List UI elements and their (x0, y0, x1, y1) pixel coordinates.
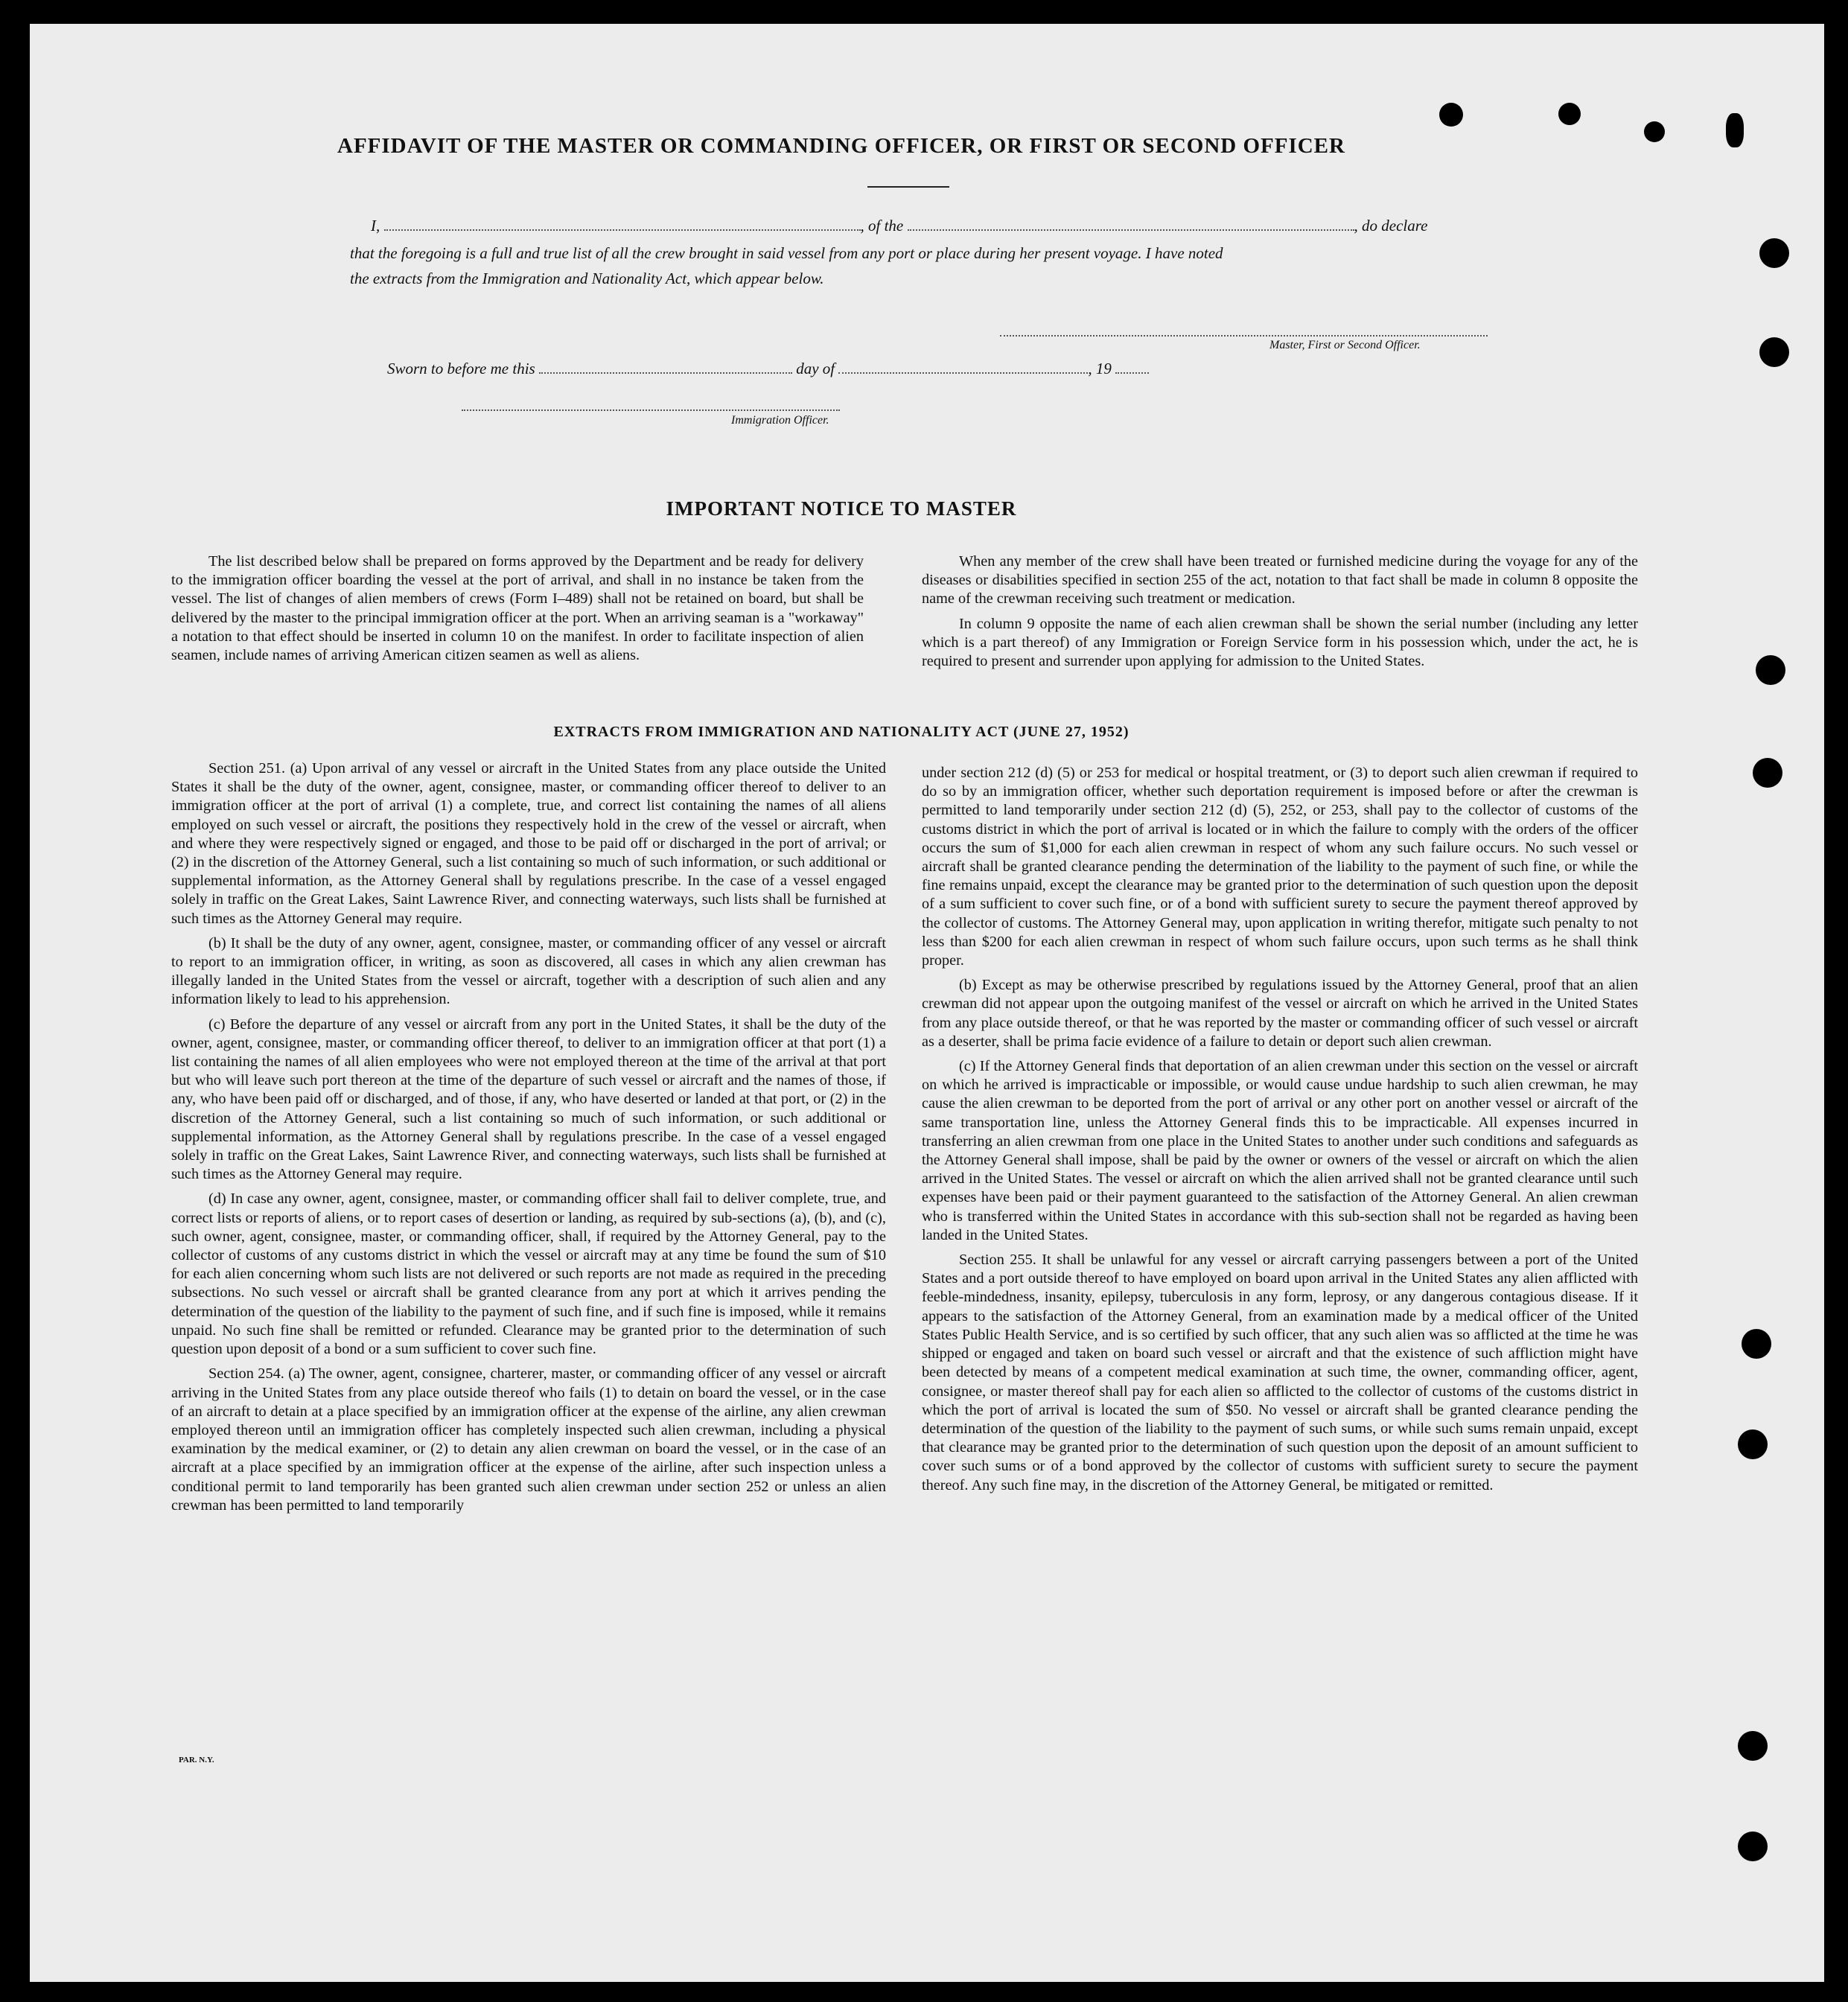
sworn-day-field[interactable] (539, 359, 792, 374)
year-label: , 19 (1088, 360, 1112, 377)
extracts-title: EXTRACTS FROM IMMIGRATION AND NATIONALITY ACT (JUNE 27, 1952) (553, 724, 1129, 740)
affidavit-statement-line-1: that the foregoing is a full and true list of all the crew brought in said vessel from any port or place during her present voyage. I have noted (350, 244, 1223, 262)
extracts-right-column (922, 764, 1638, 1501)
punch-hole (1759, 238, 1789, 268)
affidavit-title: AFFIDAVIT OF THE MASTER OR COMMANDING OFFICER, OR FIRST OR SECOND OFFICER (337, 134, 1345, 158)
notice-title: IMPORTANT NOTICE TO MASTER (666, 497, 1017, 520)
punch-hole (1558, 103, 1581, 125)
master-caption: Master, First or Second Officer. (1269, 339, 1421, 351)
extract-paragraph: Section 255. It shall be unlawful for any vessel or aircraft carrying passengers between a port of the United States and a port outside thereof to have employed on board upon arrival in the United States any alien afflicted with feeble-mindedness, insanity, epilepsy, tuberculosis in any form, leprosy, or any dangerous contagious disease. If it appears to the satisfaction of the Attorney General, from an examination made by a medical officer of the United States Public Health Service, and is so certified by such officer, that any such alien was so afflicted at the time he was shipped or engaged and taken on board such vessel or aircraft and that the existence of such affliction might have been detected by means of a competent medical examination at such time, the owner, commanding officer, agent, consignee, or master thereof shall pay for each alien so afflicted to the collector of customs of the customs district in which the port of arrival is located the sum of $50. No vessel or aircraft shall be granted clearance pending the determination of the question of the liability to the payment of such sums, or while such sums remain unpaid, except that clearance may be granted prior to the determination of such question upon the deposit of an amount sufficient to cover such sums or of a bond approved by the collector of customs with sufficient surety to secure the payment thereof. Any such fine may, in the discretion of the Attorney General, be mitigated or remitted. (922, 1252, 1638, 1493)
notice-left-column (171, 552, 864, 671)
punch-hole (1759, 337, 1789, 367)
master-signature-line[interactable] (1000, 335, 1488, 337)
notice-right-column (922, 552, 1638, 677)
punch-hole (1439, 103, 1463, 127)
i-label: I, (371, 217, 380, 235)
of-the-label: , of the (860, 217, 904, 235)
affidavit-statement-line-2: the extracts from the Immigration and Nationality Act, which appear below. (350, 270, 824, 287)
punch-hole (1738, 1832, 1768, 1861)
extracts-left-column (171, 759, 886, 1521)
do-declare-label: , do declare (1354, 217, 1428, 235)
notice-paragraph: When any member of the crew shall have been treated or furnished medicine during the voyage for any of the diseases or disabilities specified in section 255 of the act, notation to that fact shall be made in column 8 opposite the name of the crewman receiving such treatment or medication. (922, 553, 1638, 608)
form-print-code: PAR. N.Y. (179, 1756, 214, 1764)
notice-paragraph: In column 9 opposite the name of each alien crewman shall be shown the serial number (including any letter which is a part thereof) of any Immigration or Foreign Service form in his possession which, under the act, he is required to present and surrender upon applying for admission to the United States. (922, 615, 1638, 670)
extract-paragraph: Section 254. (a) The owner, agent, consignee, charterer, master, or commanding officer of any vessel or aircraft arriving in the United States from any place outside thereof who fails (1) to detain on board the vessel, or in the case of an aircraft to detain at a place specified by an immigration officer at the expense of the airline, any alien crewman employed thereon until an immigration officer has completely inspected such alien crewman, including a physical examination by the medical examiner, or (2) to detain any alien crewman on board the vessel, or in the case of an aircraft at a place specified by an immigration officer at the expense of the airline, after such inspection unless a conditional permit to land temporarily has been granted such alien crewman under section 252 or unless an alien crewman has been permitted to land temporarily (171, 1365, 886, 1514)
punch-hole (1738, 1731, 1768, 1761)
extract-paragraph: (b) Except as may be otherwise prescribed by regulations issued by the Attorney General, proof that an alien crewman did not appear upon the outgoing manifest of the vessel or aircraft on which he arrived in the United States from any place outside thereof, or that he was reported by the master or commanding officer of such vessel or aircraft as a deserter, shall be prima facie evidence of a failure to detain or deport such alien crewman. (922, 977, 1638, 1050)
name-field[interactable] (384, 216, 861, 231)
punch-hole (1742, 1329, 1771, 1359)
sworn-line (387, 359, 1149, 378)
sworn-label: Sworn to before me this (387, 360, 535, 377)
extract-paragraph: under section 212 (d) (5) or 253 for medical or hospital treatment, or (3) to deport such alien crewman if required to do so by an immigration officer, whether such deportation requirement is imposed before or after the crewman is permitted to land temporarily under section 212 (d) (5), 252, or 253, shall pay to the collector of customs of the customs district in which the port of arrival is located or in which the failure to comply with the orders of the officer occurs the sum of $1,000 for each alien crewman in respect of whom any such failure occurs. No such vessel or aircraft shall be granted clearance pending the determination of the liability to the payment of such fine, or while the fine remains unpaid, except the clearance may be granted prior to the determination of such question upon the deposit of a sum sufficient to cover such fine, or of a bond with sufficient surety to secure the payment thereof approved by the collector of customs. The Attorney General may, upon application in writing therefor, mitigate such penalty to not less than $200 for each alien crewman in respect of whom such failure occurs, upon such terms as he shall think proper. (922, 765, 1638, 969)
punch-hole (1726, 113, 1744, 147)
punch-hole (1738, 1429, 1768, 1459)
extract-paragraph: (c) Before the departure of any vessel or aircraft from any port in the United States, it shall be the duty of the owner, agent, consignee, master, or commanding officer thereof, to deliver to an immigration officer at that port (1) a list containing the names of all alien employees who were not employed thereon at the time of the arrival at that port but who will leave such port thereon at the time of the departure of such vessel or aircraft and the names of those, if any, who have been paid off or discharged, and of those, if any, who have deserted or landed at that port, or (2) in the discretion of the Attorney General, such a list containing so much of such information, or such additional or supplemental information, as the Attorney General shall by regulations prescribe. In the case of a vessel engaged solely in traffic on the Great Lakes, Saint Lawrence River, and connecting waterways, such lists shall be furnished at such times as the Attorney General may require. (171, 1016, 886, 1183)
day-of-label: day of (796, 360, 835, 377)
extract-paragraph: (b) It shall be the duty of any owner, agent, consignee, master, or commanding officer of any vessel or aircraft to report to an immigration officer, in writing, as soon as discovered, all cases in which any alien crewman has illegally landed in the United States from the vessel or aircraft, together with a description of such alien and any information likely to lead to his apprehension. (171, 934, 886, 1008)
notice-paragraph: The list described below shall be prepared on forms approved by the Department and be ready for delivery to the immigration officer boarding the vessel at the port of arrival, and shall in no instance be taken from the vessel. The list of changes of alien members of crews (Form I–489) shall not be retained on board, but shall be delivered by the master to the principal immigration officer at the port. When an arriving seaman is a "workaway" a notation to that effect should be inserted in column 10 on the manifest. In order to facilitate inspection of alien seamen, include names of arriving American citizen seamen as well as aliens. (171, 553, 864, 664)
affidavit-declarant-line (371, 216, 1427, 235)
officer-signature-line[interactable] (462, 409, 840, 411)
extract-paragraph: (c) If the Attorney General finds that deportation of an alien crewman under this section on the vessel or aircraft on which he arrived is impracticable or impossible, or would cause undue hardship to such alien crewman, he may cause the alien crewman to be deported from the port of arrival or any other port on another vessel or aircraft of the same transportation line, unless the Attorney General finds this to be impracticable. All expenses incurred in transferring an alien crewman from one place in the United States to another under such conditions and safeguards as the Attorney General shall impose, shall be paid by the owner or owners of the vessel or aircraft on which the alien arrived in the United States. The vessel or aircraft on which the alien arrived shall not be granted clearance until such expenses have been paid or their payment guaranteed to the satisfaction of the Attorney General. An alien crewman who is transferred within the United States in accordance with this sub-section shall not be regarded as having been landed in the United States. (922, 1058, 1638, 1243)
punch-hole (1644, 121, 1665, 142)
punch-hole (1756, 655, 1785, 685)
extract-paragraph: Section 251. (a) Upon arrival of any vessel or aircraft in the United States from any place outside the United States it shall be the duty of the owner, agent, consignee, master, or commanding officer thereof to deliver to an immigration officer at the port of arrival (1) a complete, true, and correct list containing the names of all aliens employed on such vessel or aircraft, the positions they respectively hold in the crew of the vessel or aircraft, when and where they were respectively signed or engaged, and those to be paid off or discharged in the port of arrival; or (2) in the discretion of the Attorney General, such a list containing so much of such information, or such additional or supplemental information, as the Attorney General shall by regulations prescribe. In the case of a vessel engaged solely in traffic on the Great Lakes, Saint Lawrence River, and connecting waterways, such lists shall be furnished at such times as the Attorney General may require. (171, 760, 886, 927)
vessel-field[interactable] (908, 216, 1354, 231)
extract-paragraph: (d) In case any owner, agent, consignee, master, or commanding officer shall fail to deliver complete, true, and correct lists or reports of aliens, or to report cases of desertion or landing, as required by sub-sections (a), (b), and (c), such owner, agent, consignee, master, or commanding officer, shall, if required by the Attorney General, pay to the collector of customs of any customs district in which the vessel or aircraft may at any time be found the sum of $10 for each alien concerning whom such lists are not delivered or such reports are not made as required in the preceding subsections. No such vessel or aircraft shall be granted clearance from any port at which it arrives pending the determination of the question of the liability to the payment of such fine, and if such fine is imposed, while it remains unpaid. No such fine shall be remitted or refunded. Clearance may be granted prior to the determination of such question upon deposit of a bond or a sum sufficient to cover such fine. (171, 1190, 886, 1358)
title-divider (867, 186, 949, 188)
sworn-year-field[interactable] (1115, 359, 1149, 374)
officer-caption: Immigration Officer. (731, 414, 829, 427)
sworn-month-field[interactable] (838, 359, 1088, 374)
punch-hole (1753, 758, 1782, 788)
